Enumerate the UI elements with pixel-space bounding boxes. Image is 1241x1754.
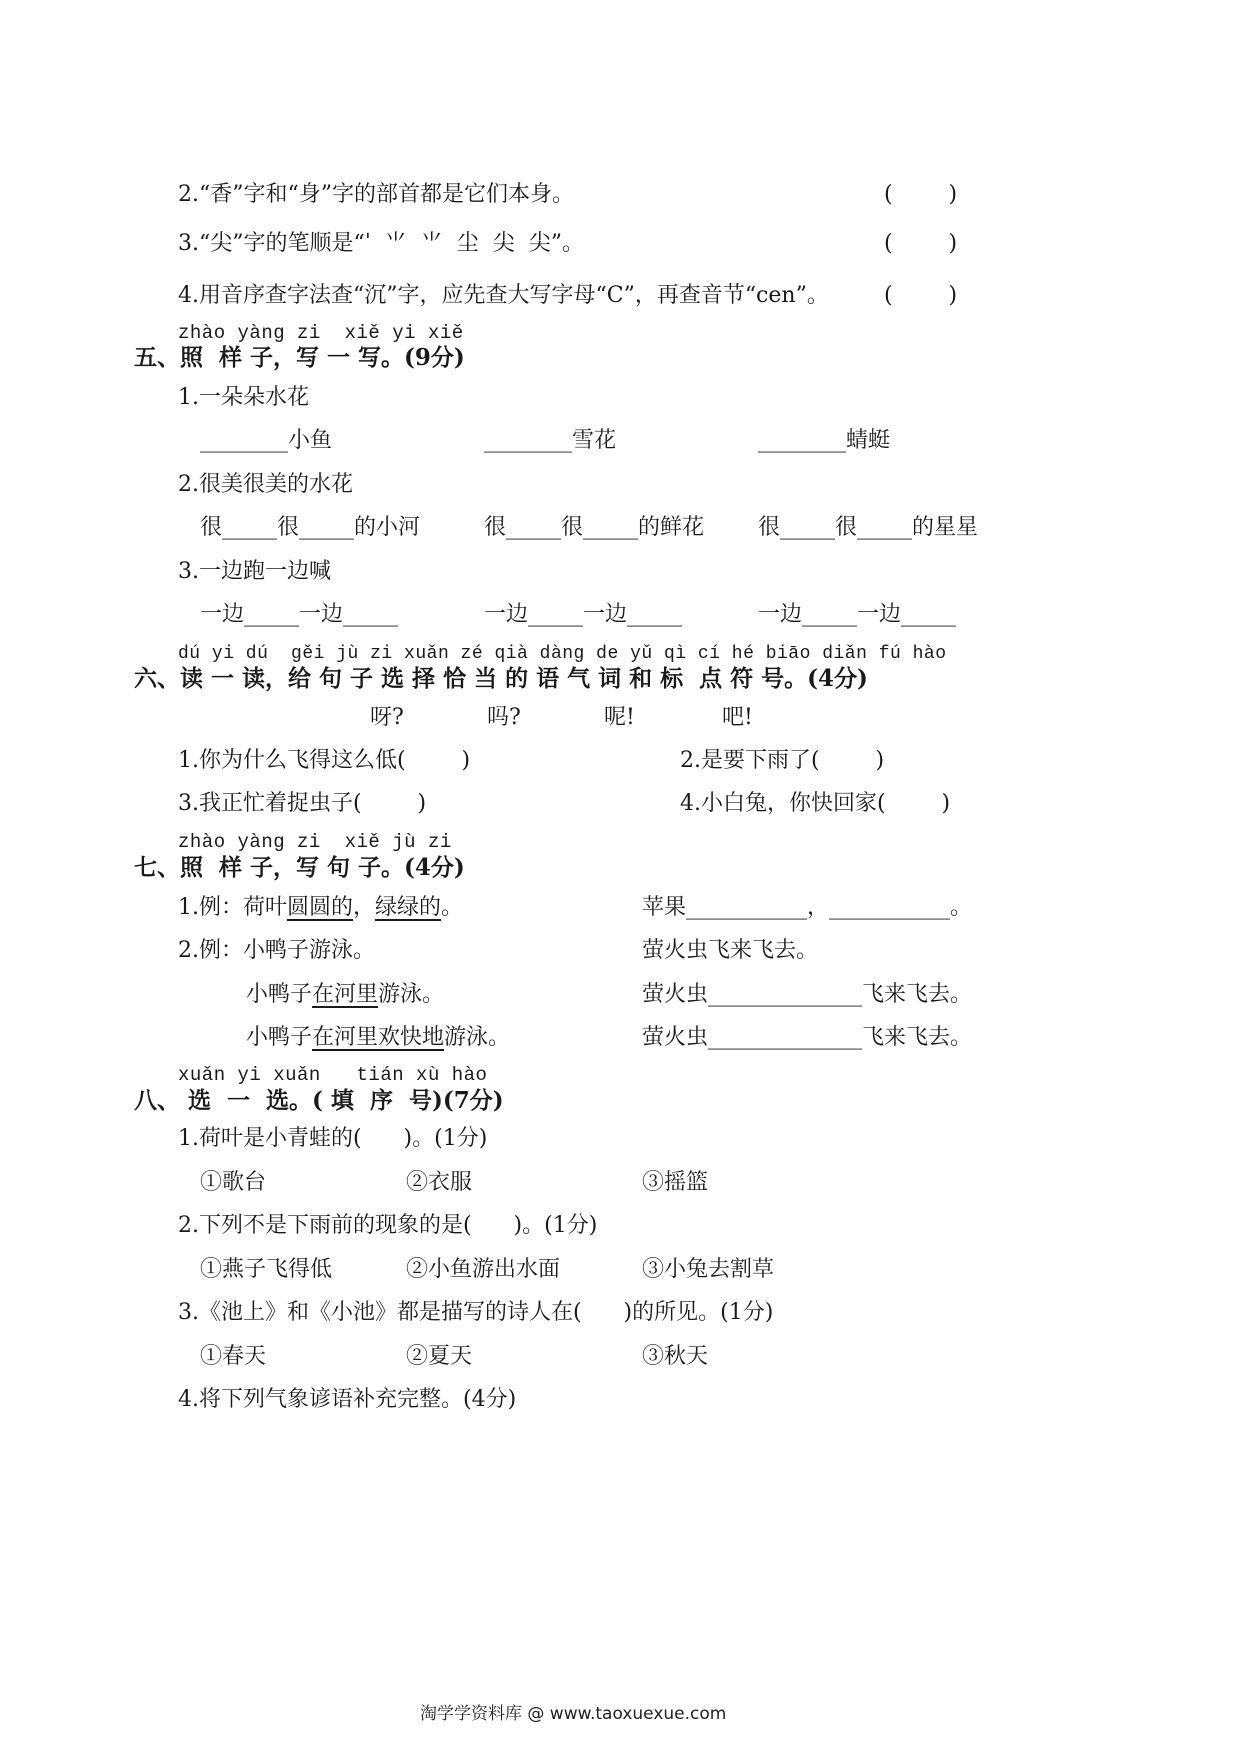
s5-q1-blank-3[interactable]: ________蜻蜓	[758, 428, 891, 453]
answer-paren-4-2[interactable]: ( )	[884, 182, 958, 207]
s6-option-2: 吗?	[487, 705, 521, 730]
answer-paren-4-4[interactable]: ( )	[884, 283, 958, 308]
s8-q1: 1.荷叶是小青蛙的( )。(1分)	[178, 1126, 488, 1151]
s8-q2-option-3[interactable]: ③小兔去割草	[642, 1257, 775, 1282]
s5-q2-blank-3[interactable]: 很_____很_____的星星	[758, 515, 979, 540]
s7-example-2: 2.例：小鸭子游泳。	[178, 938, 375, 963]
s7-example-2b	[246, 984, 444, 1006]
section8-heading: 八、 选 一 选。( 填 序 号)(7分)	[134, 1087, 504, 1114]
s7-ex2c-prefix: 小鸭子	[246, 1025, 313, 1050]
s8-q1-option-3[interactable]: ③摇篮	[642, 1170, 709, 1195]
s7-ex1-underline-1: 圆圆的	[287, 895, 354, 920]
s7-answer-2: 萤火虫飞来飞去。	[642, 938, 819, 963]
s7-ex1-underline-2: 绿绿的	[375, 895, 442, 920]
s7-ex2b-end: 游泳。	[378, 982, 445, 1007]
s7-ex2c-underline-2: 欢快地	[378, 1025, 445, 1050]
section6-heading: 六、读 一 读，给 句 子 选 择 恰 当 的 语 气 词 和 标 点 符 号。(4分)	[134, 665, 868, 692]
s6-item-3[interactable]: 3.我正忙着捉虫子( )	[178, 791, 427, 816]
s5-q2-blank-2[interactable]: 很_____很_____的鲜花	[484, 515, 705, 540]
s8-q3-option-2[interactable]: ②夏天	[406, 1344, 473, 1369]
answer-paren-4-3[interactable]: ( )	[884, 231, 958, 256]
s8-q1-option-2[interactable]: ②衣服	[406, 1170, 473, 1195]
section8-pinyin: xuǎn yi xuǎn tián xù hào	[178, 1064, 488, 1086]
s7-ex1-end: 。	[441, 895, 464, 920]
s7-ex2c-end: 游泳。	[444, 1025, 511, 1050]
s6-item-1[interactable]: 1.你为什么飞得这么低( )	[178, 748, 471, 773]
s7-ex2b-prefix: 小鸭子	[246, 982, 313, 1007]
question-4-3: 3.“尖”字的笔顺是“ˈ ⺌ ⺌ 尘 尖 尖”。	[178, 231, 584, 256]
s7-example-1	[178, 897, 463, 919]
question-4-4: 4.用音序查字法查“沉”字，应先查大写字母“C”，再查音节“cen”。	[178, 283, 829, 308]
question-4-2: 2.“香”字和“身”字的部首都是它们本身。	[178, 182, 574, 207]
s8-q1-option-1[interactable]: ①歌台	[200, 1170, 267, 1195]
s7-answer-2b[interactable]: 萤火虫______________飞来飞去。	[642, 982, 973, 1007]
s8-q3: 3.《池上》和《小池》都是描写的诗人在( )的所见。(1分)	[178, 1300, 774, 1325]
section7-heading: 七、照 样 子，写 句 子。(4分)	[134, 854, 465, 881]
s7-answer-2c[interactable]: 萤火虫______________飞来飞去。	[642, 1025, 973, 1050]
s5-q2-label: 2.很美很美的水花	[178, 472, 353, 497]
section5-heading: 五、照 样 子，写 一 写。(9分)	[134, 344, 465, 371]
s7-answer-1[interactable]: 苹果___________，___________。	[642, 895, 973, 920]
s8-q2-option-2[interactable]: ②小鱼游出水面	[406, 1257, 561, 1282]
s7-ex1-mid: ，	[353, 895, 376, 920]
section6-pinyin: dú yi dú gěi jù zi xuǎn zé qià dàng de yǔ qì cí hé biāo diǎn fú hào	[178, 644, 947, 664]
s8-q3-option-1[interactable]: ①春天	[200, 1344, 267, 1369]
s5-q1-blank-1[interactable]: ________小鱼	[200, 428, 333, 453]
s7-ex2b-underline: 在河里	[312, 982, 379, 1007]
s5-q3-blank-1[interactable]: 一边_____一边_____	[200, 602, 399, 627]
footer-watermark: 淘学学资料库 @ www.taoxuexue.com	[420, 1704, 727, 1724]
s8-q2: 2.下列不是下雨前的现象的是( )。(1分)	[178, 1213, 598, 1238]
s7-ex1-prefix: 1.例：荷叶	[178, 895, 287, 920]
s8-q4: 4.将下列气象谚语补充完整。(4分)	[178, 1387, 517, 1412]
s5-q2-blank-1[interactable]: 很_____很_____的小河	[200, 515, 421, 540]
s8-q2-option-1[interactable]: ①燕子飞得低	[200, 1257, 333, 1282]
s5-q1-blank-2[interactable]: ________雪花	[484, 428, 617, 453]
s8-q3-option-3[interactable]: ③秋天	[642, 1344, 709, 1369]
s5-q3-blank-3[interactable]: 一边_____一边_____	[758, 602, 957, 627]
s6-option-4: 吧!	[722, 705, 753, 730]
s5-q3-label: 3.一边跑一边喊	[178, 559, 331, 584]
s5-q3-blank-2[interactable]: 一边_____一边_____	[484, 602, 683, 627]
s6-option-1: 呀?	[370, 705, 404, 730]
s7-example-2c	[246, 1027, 510, 1049]
s5-q1-label: 1.一朵朵水花	[178, 385, 309, 410]
section5-pinyin: zhào yàng zi xiě yi xiě	[178, 322, 464, 344]
s7-ex2c-underline-1: 在河里	[312, 1025, 379, 1050]
s6-item-4[interactable]: 4.小白兔，你快回家( )	[680, 791, 951, 816]
s6-option-3: 呢!	[604, 705, 635, 730]
s6-item-2[interactable]: 2.是要下雨了( )	[680, 748, 885, 773]
section7-pinyin: zhào yàng zi xiě jù zi	[178, 831, 452, 853]
